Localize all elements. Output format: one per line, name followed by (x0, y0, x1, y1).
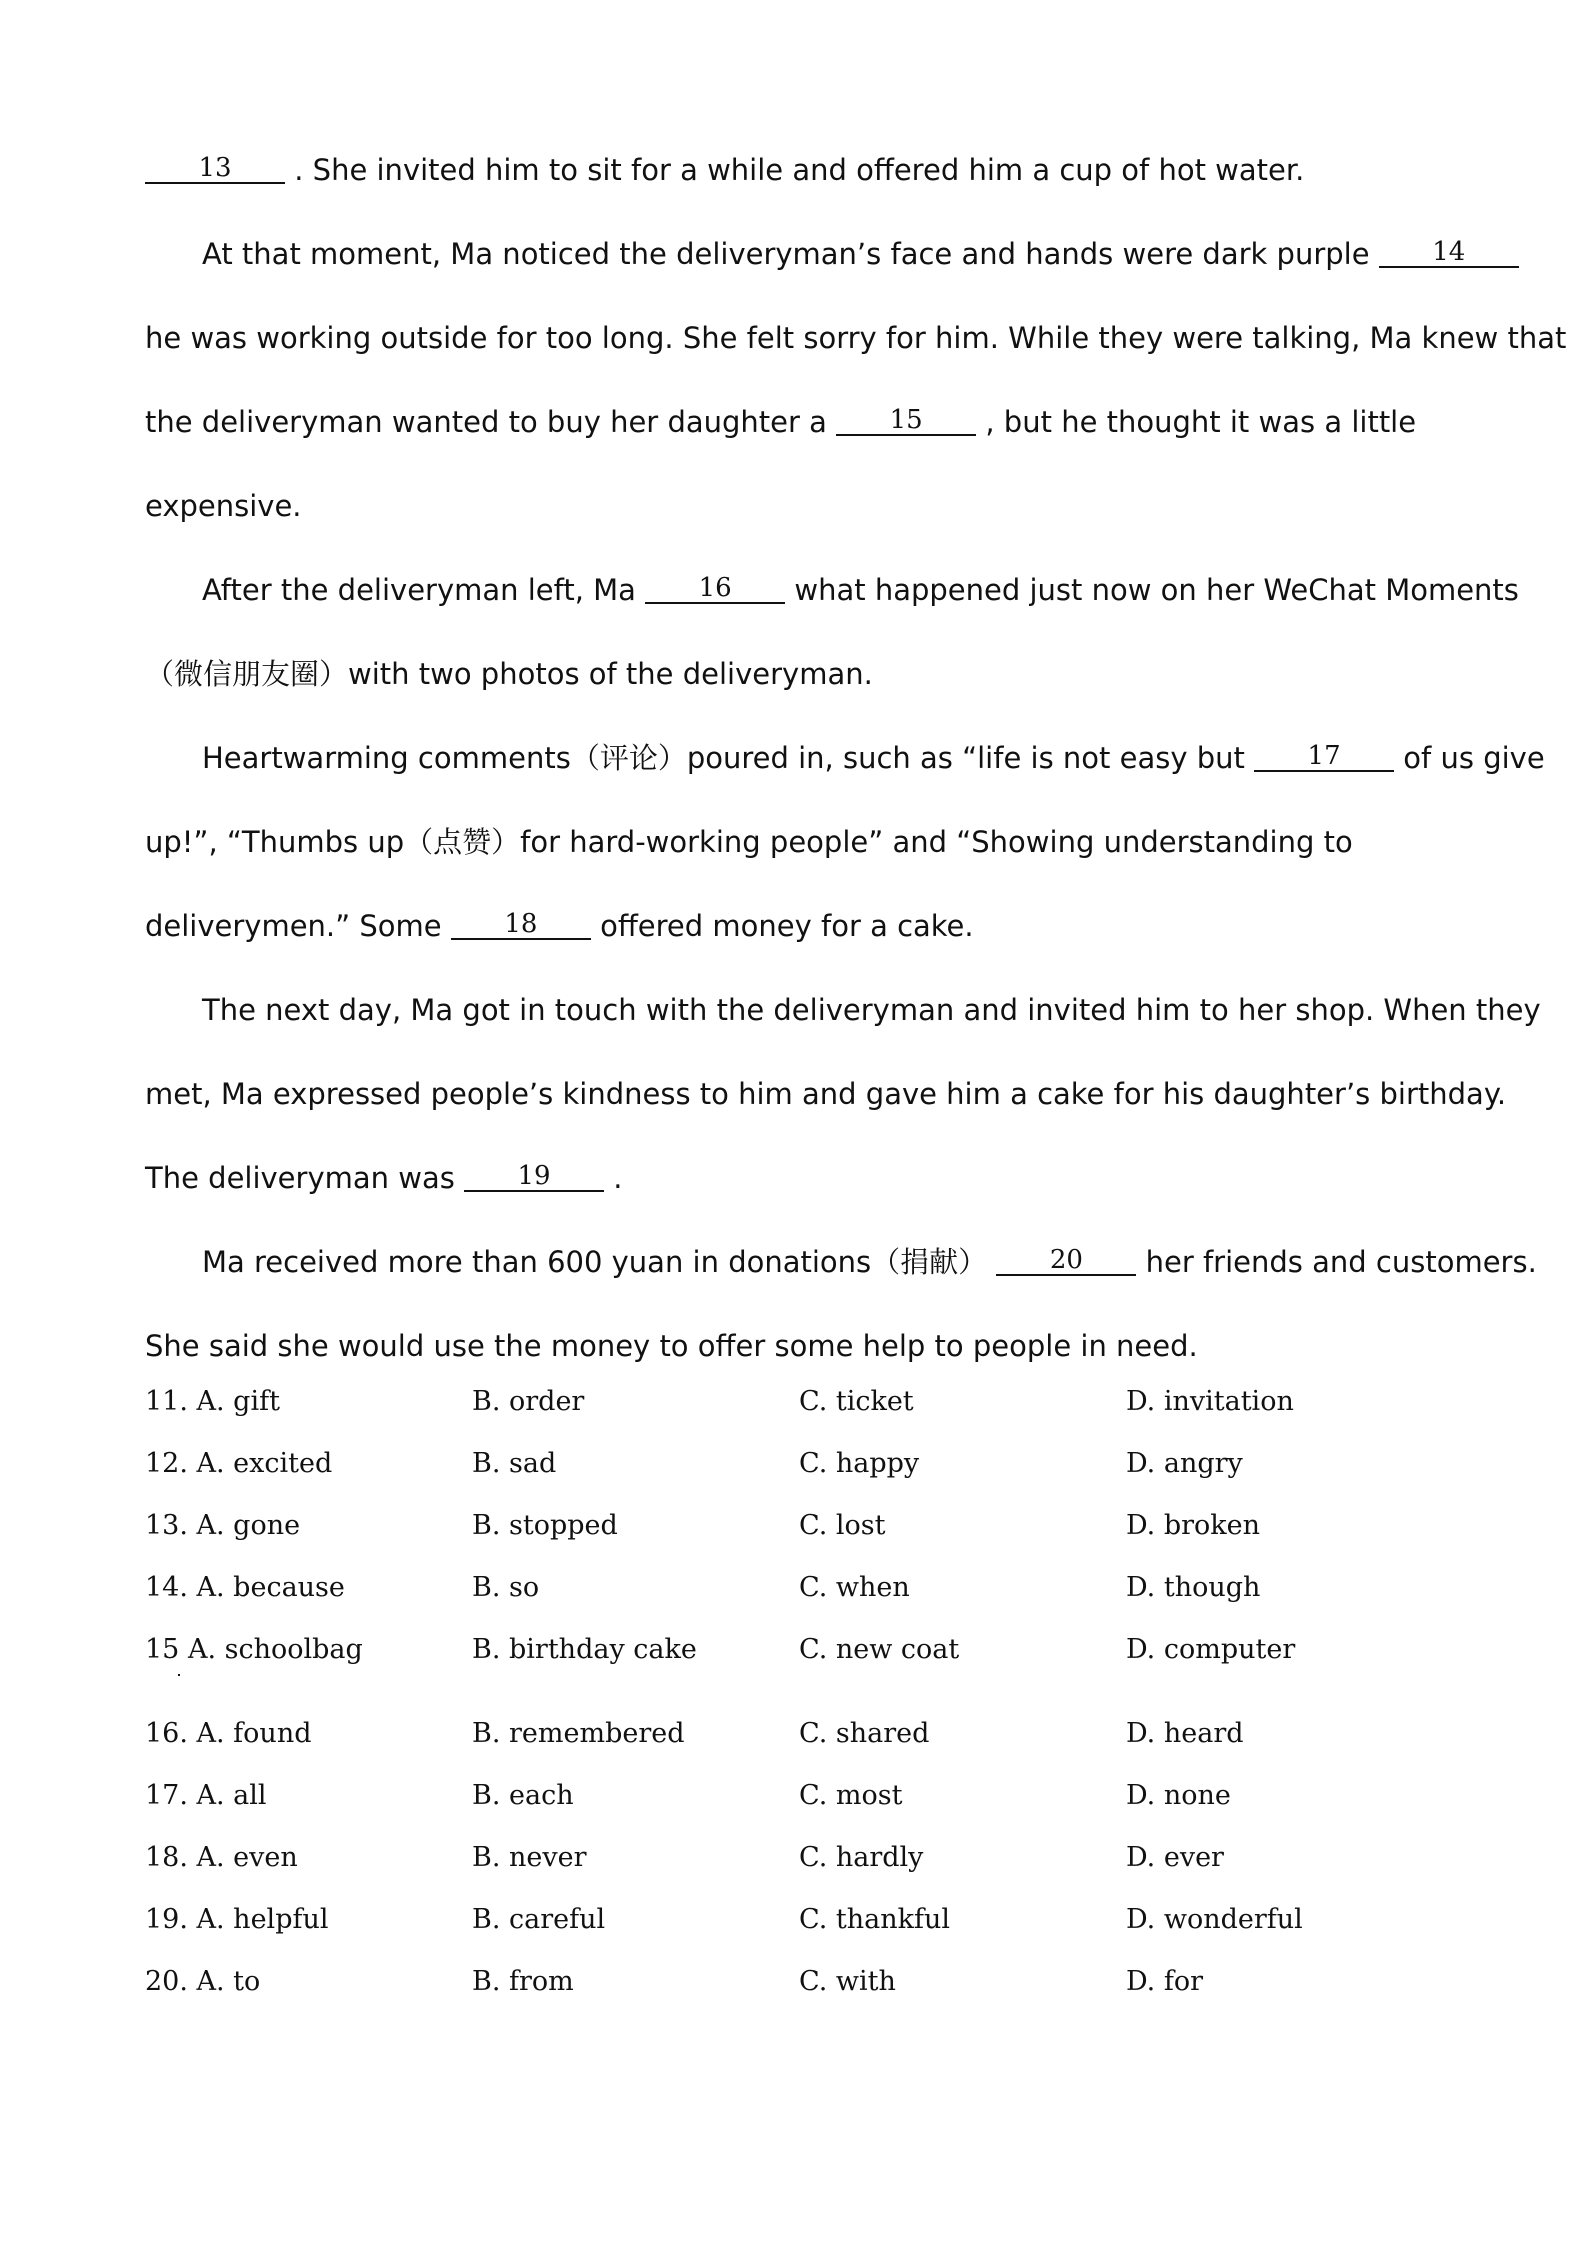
passage-line (145, 1304, 1465, 1388)
option-choice: B. so (472, 1572, 540, 1603)
passage-text-span: After the deliveryman left, Ma (202, 573, 646, 607)
option-choice: B. from (472, 1966, 574, 1997)
option-choice: D. for (1126, 1966, 1204, 1997)
option-choice: C. most (799, 1780, 903, 1811)
passage-line (145, 968, 1541, 1052)
option-choice: D. wonderful (1126, 1904, 1303, 1935)
option-row (145, 1386, 1465, 1448)
option-choice: B. each (472, 1780, 574, 1811)
option-choice: D. angry (1126, 1448, 1243, 1479)
passage-line (145, 1052, 1507, 1136)
answer-options (145, 1386, 1465, 2028)
passage-text-span: At that moment, Ma noticed the deliveryman’s face and hands were dark purple (202, 237, 1379, 271)
passage-text-span: met, Ma expressed people’s kindness to him and gave him a cake for his daughter’s birthday. (145, 1077, 1507, 1111)
option-choice: D. ever (1126, 1842, 1224, 1873)
passage-text-span: deliverymen.” Some (145, 909, 451, 943)
option-choice: B. never (472, 1842, 587, 1873)
option-choice: D. none (1126, 1780, 1231, 1811)
blank-18: 18 (451, 911, 591, 940)
option-choice: B. birthday cake (472, 1634, 697, 1665)
stray-dot (178, 1674, 180, 1676)
passage-text-span: he was working outside for too long. She felt sorry for him. While they were talking, Ma knew that (145, 321, 1567, 355)
passage-text-span: expensive. (145, 489, 302, 523)
option-choice: D. broken (1126, 1510, 1261, 1541)
passage-text-span: She said she would use the money to offer some help to people in need. (145, 1329, 1198, 1363)
passage-text-span: . She invited him to sit for a while and offered him a cup of hot water. (285, 153, 1305, 187)
option-choice: B. remembered (472, 1718, 685, 1749)
passage-text-span: Ma received more than 600 yuan in donations（捐献） (202, 1245, 997, 1279)
option-choice: C. thankful (799, 1904, 950, 1935)
option-choice: D. computer (1126, 1634, 1296, 1665)
option-choice: B. order (472, 1386, 585, 1417)
option-choice: D. heard (1126, 1718, 1244, 1749)
passage-text-span: The deliveryman was (145, 1161, 465, 1195)
passage-text-span: the deliveryman wanted to buy her daughter a (145, 405, 837, 439)
passage-text-span: what happened just now on her WeChat Moments (785, 573, 1519, 607)
option-choice: B. sad (472, 1448, 557, 1479)
option-choice: C. new coat (799, 1634, 960, 1665)
option-choice: C. when (799, 1572, 910, 1603)
option-choice: D. invitation (1126, 1386, 1294, 1417)
blank-16: 16 (645, 575, 785, 604)
passage-text-span: her friends and customers. (1136, 1245, 1537, 1279)
option-row (145, 1634, 1465, 1718)
blank-20: 20 (996, 1247, 1136, 1276)
option-row (145, 1966, 1465, 2028)
blank-17: 17 (1254, 743, 1394, 772)
blank-15: 15 (836, 407, 976, 436)
passage-line (145, 716, 1545, 800)
passage-text-span: . (604, 1161, 623, 1195)
option-choice: 18. A. even (145, 1842, 298, 1873)
option-choice: 11. A. gift (145, 1386, 280, 1417)
option-row (145, 1572, 1465, 1634)
passage-line (145, 800, 1465, 884)
passage-line (145, 884, 1465, 968)
passage-line (145, 296, 1567, 380)
option-choice: C. shared (799, 1718, 930, 1749)
passage-text-span: of us give (1394, 741, 1545, 775)
option-row (145, 1780, 1465, 1842)
option-choice: C. with (799, 1966, 896, 1997)
passage-line (145, 464, 1465, 548)
blank-14: 14 (1379, 239, 1519, 268)
blank-19: 19 (464, 1163, 604, 1192)
option-choice: 13. A. gone (145, 1510, 301, 1541)
option-row (145, 1718, 1465, 1780)
passage-text-span: offered money for a cake. (590, 909, 974, 943)
option-choice: 15 A. schoolbag (145, 1634, 363, 1665)
passage-text (145, 128, 1567, 1388)
option-choice: 14. A. because (145, 1572, 345, 1603)
passage-text-span: Heartwarming comments（评论）poured in, such as “life is not easy but (202, 741, 1255, 775)
option-choice: B. stopped (472, 1510, 618, 1541)
passage-text-span: up!”, “Thumbs up（点赞）for hard-working people” and “Showing understanding to (145, 825, 1353, 859)
passage-line (145, 1136, 1465, 1220)
passage-line (145, 1220, 1537, 1304)
option-choice: C. hardly (799, 1842, 924, 1873)
option-choice: 12. A. excited (145, 1448, 333, 1479)
option-choice: 20. A. to (145, 1966, 261, 1997)
passage-text-span: , but he thought it was a little (976, 405, 1417, 439)
option-row (145, 1904, 1465, 1966)
passage-line (145, 380, 1465, 464)
option-row (145, 1510, 1465, 1572)
passage-line (145, 632, 1465, 716)
passage-text-span: （微信朋友圈）with two photos of the deliveryman. (145, 657, 873, 691)
passage-text-span: The next day, Ma got in touch with the deliveryman and invited him to her shop. When they (202, 993, 1541, 1027)
option-choice: C. happy (799, 1448, 920, 1479)
option-row (145, 1842, 1465, 1904)
option-choice: C. ticket (799, 1386, 914, 1417)
option-choice: 17. A. all (145, 1780, 267, 1811)
option-choice: 16. A. found (145, 1718, 312, 1749)
passage-line (145, 212, 1465, 296)
blank-13: 13 (145, 155, 285, 184)
passage-line (145, 548, 1519, 632)
passage-line (145, 128, 1465, 212)
option-choice: B. careful (472, 1904, 606, 1935)
option-choice: 19. A. helpful (145, 1904, 329, 1935)
option-row (145, 1448, 1465, 1510)
option-choice: C. lost (799, 1510, 886, 1541)
option-choice: D. though (1126, 1572, 1261, 1603)
